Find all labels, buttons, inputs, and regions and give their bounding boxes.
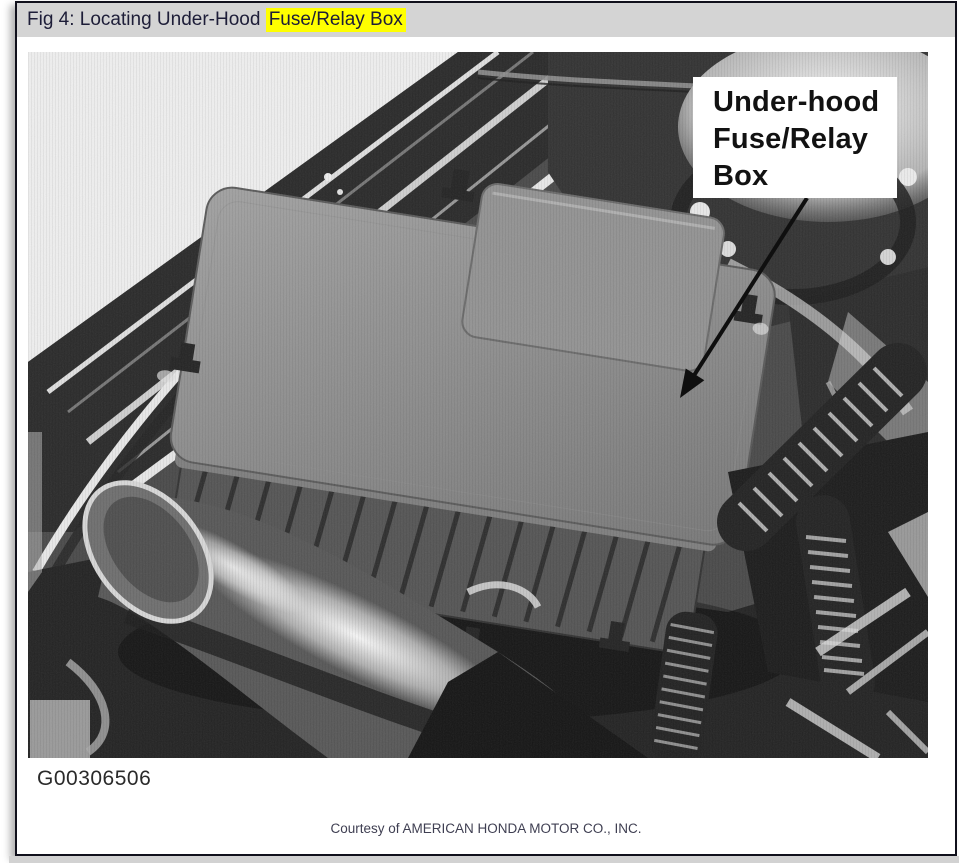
callout-line: Under-hood [713, 86, 880, 118]
callout-line: Fuse/Relay [713, 123, 869, 155]
image-id-label: G00306506 [37, 767, 152, 790]
engine-bay-photo [28, 52, 928, 758]
figure-window-frame [15, 1, 957, 856]
bottom-strip [9, 856, 959, 863]
figure-titlebar [17, 3, 955, 37]
figure-title: Fig 4: Locating Under-Hood [27, 9, 266, 30]
courtesy-note: Courtesy of AMERICAN HONDA MOTOR CO., INC. [330, 821, 642, 836]
title-highlight: Fuse/Relay Box [266, 8, 406, 32]
callout-line: Box [713, 160, 769, 192]
callout-label [693, 77, 897, 198]
